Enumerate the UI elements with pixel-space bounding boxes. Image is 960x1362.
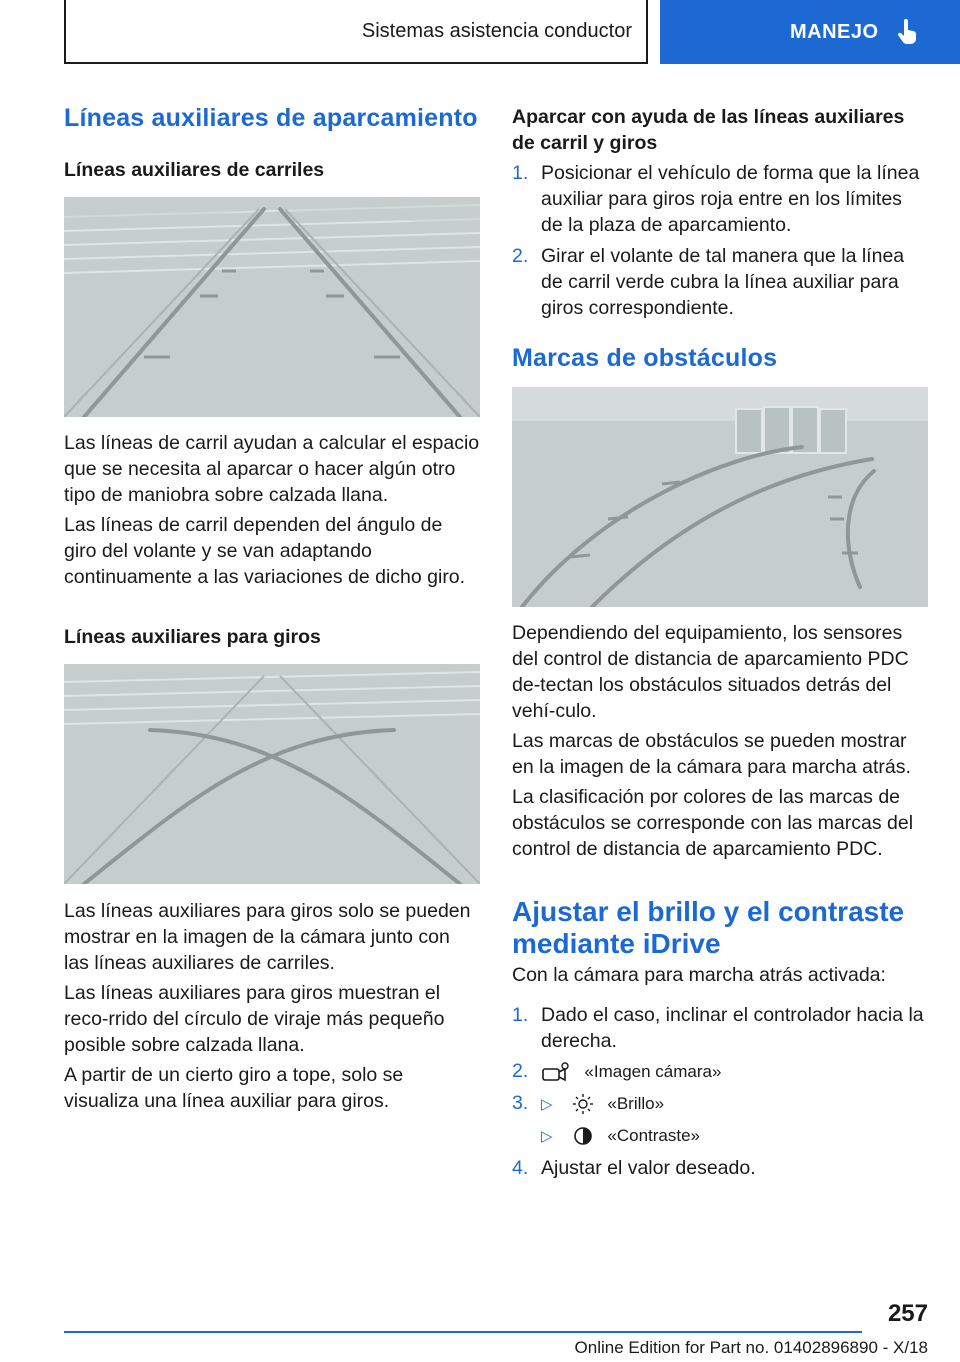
section-title-parking-lines: Líneas auxiliares de aparcamiento <box>64 104 478 132</box>
paragraph-turn-lines-2: Las líneas auxiliares para giros muestran el reco‐rrido del círculo de viraje más pequeño posible sobre calzada llana. <box>64 982 445 1056</box>
paragraph-lane-lines-2: Las líneas de carril dependen del ángulo de giro del volante y se van adaptando continuamente a las variaciones de dicho giro. <box>64 514 466 588</box>
step-text: Dado el caso, inclinar el controlador hacia la derecha. <box>541 1004 924 1052</box>
paragraph-obstacle-1: Dependiendo del equipamiento, los sensores del control de distancia de aparcamiento PDC de‐tectan los obstáculos situados detrás del vehí‐culo. <box>512 622 909 722</box>
page-number: 257 <box>887 1300 928 1327</box>
subtitle-turn-lines: Líneas auxiliares para giros <box>64 626 321 648</box>
paragraph-obstacle-3: La clasificación por colores de las marcas de obstáculos se corresponde con las marcas del control de distancia de aparcamiento PDC. <box>512 786 914 860</box>
brightness-label: «Brillo» <box>607 1094 665 1113</box>
step-number: 1. <box>512 1004 529 1026</box>
arrow-icon: ▷ <box>541 1128 553 1145</box>
footer-divider <box>64 1331 862 1333</box>
step-brightness <box>541 1090 928 1118</box>
header-section-title: Sistemas asistencia conductor <box>361 19 632 42</box>
subtitle-park-with-lines: Aparcar con ayuda de las líneas auxiliares de carril y giros <box>512 106 905 154</box>
contrast-label: «Contraste» <box>607 1126 701 1145</box>
section-title-brightness-contrast: Ajustar el brillo y el contraste mediante iDrive <box>512 896 905 959</box>
step-camera-image <box>541 1058 928 1085</box>
camera-image-label: «Imagen cámara» <box>584 1062 722 1081</box>
step-number: 2. <box>512 1060 529 1082</box>
subtitle-lane-lines: Líneas auxiliares de carriles <box>64 159 325 181</box>
paragraph-lane-lines-1: Las líneas de carril ayudan a calcular el espacio que se necesita al aparcar o hacer algún otro tipo de maniobra sobre calzada llana. <box>64 432 480 506</box>
step-number: 4. <box>512 1157 529 1179</box>
hand-pointer-icon <box>897 19 919 45</box>
paragraph-camera-active: Con la cámara para marcha atrás activada: <box>512 964 886 986</box>
turn-lines-figure <box>64 664 480 884</box>
step-text: Ajustar el valor deseado. <box>541 1157 756 1179</box>
header-chapter-title: MANEJO <box>790 20 879 43</box>
step-contrast <box>541 1122 928 1150</box>
paragraph-turn-lines-3: A partir de un cierto giro a tope, solo se visualiza una línea auxiliar para giros. <box>64 1064 404 1112</box>
section-title-obstacle-marks: Marcas de obstáculos <box>512 344 778 372</box>
step-text: Posicionar el vehículo de forma que la línea auxiliar para giros roja entre en los límites de la plaza de aparcamiento. <box>541 162 920 236</box>
paragraph-obstacle-2: Las marcas de obstáculos se pueden mostrar en la imagen de la cámara para marcha atrás. <box>512 730 911 778</box>
obstacle-marks-figure <box>512 387 928 607</box>
brightness-icon <box>572 1093 594 1115</box>
step-text: Girar el volante de tal manera que la línea de carril verde cubra la línea auxiliar para giros correspondiente. <box>541 245 905 319</box>
step-number: 2. <box>512 245 529 267</box>
paragraph-turn-lines-1: Las líneas auxiliares para giros solo se pueden mostrar en la imagen de la cámara junto con las líneas auxiliares de carriles. <box>64 900 471 974</box>
header-chapter <box>660 0 960 64</box>
lane-lines-figure <box>64 197 480 417</box>
header-section <box>64 0 648 64</box>
step-number: 3. <box>512 1092 529 1114</box>
arrow-icon: ▷ <box>541 1096 553 1113</box>
contrast-icon <box>572 1125 594 1147</box>
footer-edition: Online Edition for Part no. 01402896890 - X/18 <box>574 1338 928 1357</box>
step-number: 1. <box>512 162 529 184</box>
camera-settings-icon <box>541 1061 571 1083</box>
